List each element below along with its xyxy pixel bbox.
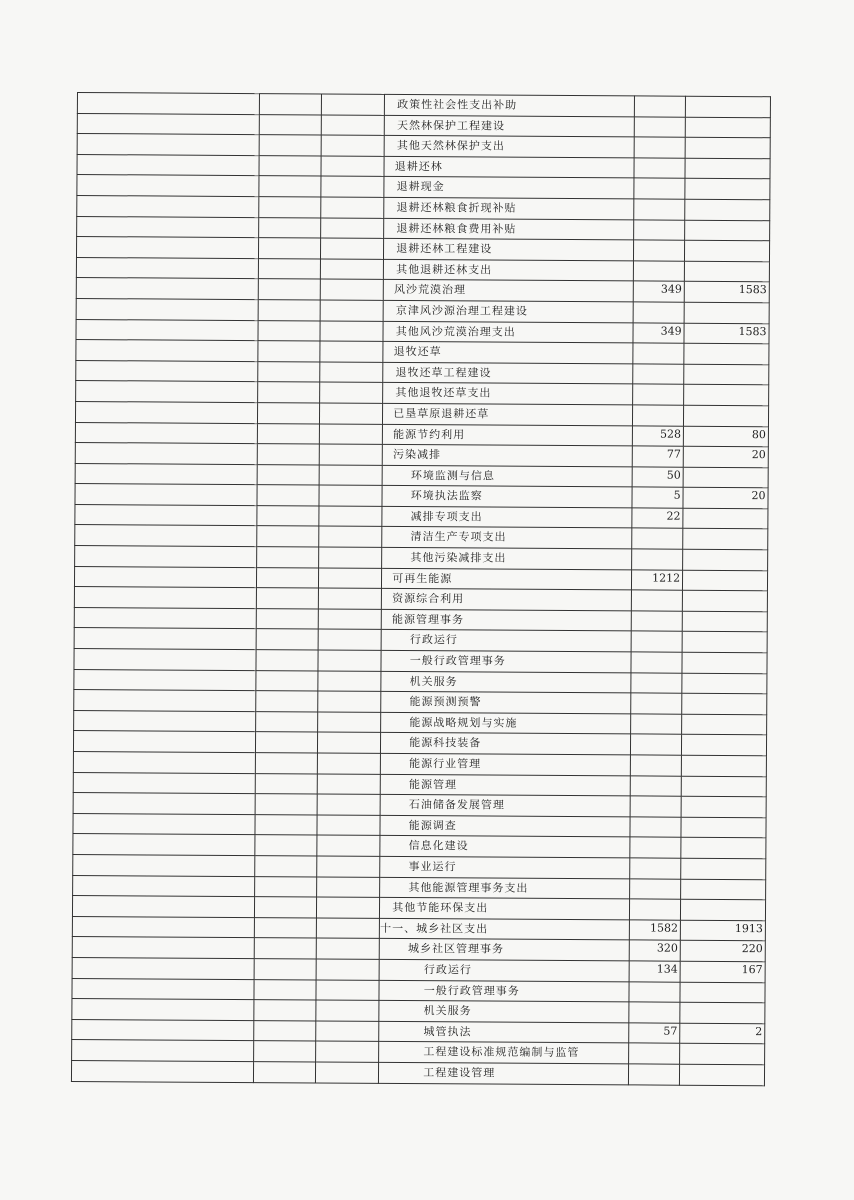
empty-cell xyxy=(73,854,255,876)
item-name-cell: 石油储备发展管理 xyxy=(380,795,630,817)
amount-cell-1 xyxy=(632,528,683,549)
item-name-cell: 京津风沙源治理工程建设 xyxy=(383,300,633,322)
amount-cell-1 xyxy=(631,714,682,735)
item-name-cell: 其他能源管理事务支出 xyxy=(380,877,630,899)
item-name-cell: 退耕还林工程建设 xyxy=(384,239,634,261)
empty-cell xyxy=(76,319,258,341)
amount-cell-2 xyxy=(683,508,768,529)
amount-cell-2 xyxy=(682,632,767,653)
empty-cell xyxy=(72,978,254,1000)
amount-cell-2: 1583 xyxy=(684,323,769,344)
item-name-cell: 工程建设管理 xyxy=(379,1062,629,1084)
amount-cell-1 xyxy=(631,734,682,755)
empty-cell xyxy=(258,238,321,259)
amount-cell-1 xyxy=(634,219,685,240)
amount-cell-1: 134 xyxy=(629,961,680,982)
item-name-cell: 其他退牧还草支出 xyxy=(383,383,633,405)
amount-cell-1 xyxy=(633,261,684,282)
empty-cell xyxy=(318,671,381,692)
amount-cell-2 xyxy=(682,652,767,673)
amount-cell-2 xyxy=(684,302,769,323)
amount-cell-1 xyxy=(634,158,685,179)
amount-cell-1 xyxy=(630,796,681,817)
empty-cell xyxy=(255,753,318,774)
item-name-cell: 天然林保护工程建设 xyxy=(384,115,634,137)
item-name-cell: 能源科技装备 xyxy=(381,733,631,755)
empty-cell xyxy=(253,1062,316,1083)
empty-cell xyxy=(322,94,385,115)
item-name-cell: 已垦草原退耕还草 xyxy=(383,403,633,425)
empty-cell xyxy=(75,546,257,568)
amount-cell-2: 167 xyxy=(680,961,765,982)
empty-cell xyxy=(317,918,380,939)
empty-cell xyxy=(322,135,385,156)
empty-cell xyxy=(75,504,257,526)
amount-cell-2 xyxy=(680,1064,765,1085)
item-name-cell: 可再生能源 xyxy=(382,568,632,590)
amount-cell-2 xyxy=(685,199,770,220)
item-name-cell: 能源行业管理 xyxy=(381,753,631,775)
empty-cell xyxy=(72,957,254,979)
empty-cell xyxy=(257,444,320,465)
amount-cell-2 xyxy=(682,673,767,694)
empty-cell xyxy=(76,298,258,320)
item-name-cell: 减排专项支出 xyxy=(382,506,632,528)
item-name-cell: 退耕还林粮食费用补贴 xyxy=(384,218,634,240)
empty-cell xyxy=(76,340,258,362)
amount-cell-2 xyxy=(682,735,767,756)
amount-cell-1: 349 xyxy=(633,281,684,302)
empty-cell xyxy=(76,381,258,403)
empty-cell xyxy=(74,607,256,629)
amount-cell-2 xyxy=(684,385,769,406)
empty-cell xyxy=(77,195,259,217)
amount-cell-1 xyxy=(631,693,682,714)
item-name-cell: 一般行政管理事务 xyxy=(381,650,631,672)
amount-cell-2 xyxy=(681,838,766,859)
amount-cell-2 xyxy=(680,982,765,1003)
amount-cell-1 xyxy=(630,837,681,858)
amount-cell-1 xyxy=(630,755,681,776)
empty-cell xyxy=(259,155,322,176)
budget-table-body xyxy=(71,93,770,1086)
empty-cell xyxy=(259,114,322,135)
empty-cell xyxy=(253,1020,316,1041)
amount-cell-2 xyxy=(684,261,769,282)
item-name-cell: 风沙荒漠治理 xyxy=(383,280,633,302)
item-name-cell: 能源节约利用 xyxy=(383,424,633,446)
empty-cell xyxy=(317,815,380,836)
empty-cell xyxy=(320,321,383,342)
empty-cell xyxy=(316,1041,379,1062)
item-name-cell: 城管执法 xyxy=(379,1021,629,1043)
empty-cell xyxy=(320,341,383,362)
empty-cell xyxy=(254,856,317,877)
empty-cell xyxy=(322,115,385,136)
empty-cell xyxy=(256,526,319,547)
amount-cell-2 xyxy=(680,1002,765,1023)
amount-cell-1 xyxy=(631,652,682,673)
empty-cell xyxy=(318,712,381,733)
amount-cell-1: 57 xyxy=(629,1023,680,1044)
empty-cell xyxy=(74,669,256,691)
empty-cell xyxy=(76,237,258,259)
empty-cell xyxy=(256,608,319,629)
empty-cell xyxy=(316,1021,379,1042)
item-name-cell: 其他风沙荒漠治理支出 xyxy=(383,321,633,343)
empty-cell xyxy=(253,1041,316,1062)
item-name-cell: 环境监测与信息 xyxy=(382,465,632,487)
empty-cell xyxy=(320,444,383,465)
empty-cell xyxy=(257,485,320,506)
amount-cell-1 xyxy=(633,343,684,364)
empty-cell xyxy=(77,175,259,197)
amount-cell-1 xyxy=(629,1043,680,1064)
amount-cell-1: 320 xyxy=(629,940,680,961)
item-name-cell: 工程建设标准规范编制与监管 xyxy=(379,1042,629,1064)
empty-cell xyxy=(74,566,256,588)
empty-cell xyxy=(254,897,317,918)
empty-cell xyxy=(75,463,257,485)
empty-cell xyxy=(318,732,381,753)
amount-cell-1 xyxy=(634,240,685,261)
item-name-cell: 政策性社会性支出补助 xyxy=(385,94,635,116)
empty-cell xyxy=(74,628,256,650)
empty-cell xyxy=(255,670,318,691)
empty-cell xyxy=(316,1000,379,1021)
amount-cell-1 xyxy=(631,631,682,652)
amount-cell-2 xyxy=(685,137,770,158)
item-name-cell: 能源调查 xyxy=(380,815,630,837)
amount-cell-2 xyxy=(681,817,766,838)
amount-cell-1 xyxy=(631,611,682,632)
amount-cell-1 xyxy=(629,1002,680,1023)
empty-cell xyxy=(316,980,379,1001)
amount-cell-2: 80 xyxy=(683,426,768,447)
amount-cell-2 xyxy=(685,179,770,200)
empty-cell xyxy=(318,650,381,671)
empty-cell xyxy=(318,691,381,712)
amount-cell-1: 22 xyxy=(632,508,683,529)
empty-cell xyxy=(254,835,317,856)
amount-cell-1: 77 xyxy=(632,446,683,467)
item-name-cell: 一般行政管理事务 xyxy=(379,980,629,1002)
empty-cell xyxy=(318,774,381,795)
amount-cell-2: 20 xyxy=(683,446,768,467)
amount-cell-2 xyxy=(683,467,768,488)
amount-cell-1 xyxy=(634,137,685,158)
empty-cell xyxy=(317,897,380,918)
item-name-cell: 事业运行 xyxy=(380,856,630,878)
item-name-cell: 其他天然林保护支出 xyxy=(384,136,634,158)
empty-cell xyxy=(73,813,255,835)
amount-cell-1 xyxy=(633,364,684,385)
amount-cell-1 xyxy=(634,116,685,137)
empty-cell xyxy=(255,814,318,835)
empty-cell xyxy=(321,156,384,177)
empty-cell xyxy=(256,505,319,526)
empty-cell xyxy=(77,134,259,156)
empty-cell xyxy=(320,465,383,486)
empty-cell xyxy=(259,94,322,115)
amount-cell-2 xyxy=(683,570,768,591)
empty-cell xyxy=(259,135,322,156)
item-name-cell: 资源综合利用 xyxy=(382,589,632,611)
empty-cell xyxy=(319,609,382,630)
empty-cell xyxy=(72,1019,254,1041)
empty-cell xyxy=(258,300,321,321)
amount-cell-1: 1212 xyxy=(632,570,683,591)
empty-cell xyxy=(255,711,318,732)
amount-cell-2 xyxy=(684,405,769,426)
empty-cell xyxy=(319,588,382,609)
item-name-cell: 退牧还草工程建设 xyxy=(383,362,633,384)
amount-cell-1 xyxy=(633,384,684,405)
empty-cell xyxy=(77,113,259,135)
empty-cell xyxy=(77,154,259,176)
empty-cell xyxy=(320,382,383,403)
amount-cell-2: 2 xyxy=(680,1023,765,1044)
item-name-cell: 城乡社区管理事务 xyxy=(379,939,629,961)
empty-cell xyxy=(256,547,319,568)
empty-cell xyxy=(319,629,382,650)
empty-cell xyxy=(254,876,317,897)
item-name-cell: 能源管理事务 xyxy=(381,609,631,631)
empty-cell xyxy=(254,979,317,1000)
empty-cell xyxy=(72,916,254,938)
empty-cell xyxy=(321,218,384,239)
empty-cell xyxy=(74,690,256,712)
amount-cell-1 xyxy=(630,899,681,920)
amount-cell-2 xyxy=(681,899,766,920)
amount-cell-1 xyxy=(629,1064,680,1085)
amount-cell-1: 528 xyxy=(632,425,683,446)
amount-cell-2 xyxy=(685,96,770,117)
amount-cell-2 xyxy=(682,693,767,714)
amount-cell-1 xyxy=(633,405,684,426)
empty-cell xyxy=(319,485,382,506)
empty-cell xyxy=(319,547,382,568)
item-name-cell: 能源战略规划与实施 xyxy=(381,712,631,734)
amount-cell-1 xyxy=(634,96,685,117)
item-name-cell: 行政运行 xyxy=(381,630,631,652)
empty-cell xyxy=(321,259,384,280)
item-name-cell: 能源管理 xyxy=(380,774,630,796)
empty-cell xyxy=(75,484,257,506)
item-name-cell: 污染减排 xyxy=(382,444,632,466)
empty-cell xyxy=(258,279,321,300)
empty-cell xyxy=(75,401,257,423)
amount-cell-2 xyxy=(680,1044,765,1065)
empty-cell xyxy=(74,710,256,732)
empty-cell xyxy=(258,176,321,197)
empty-cell xyxy=(316,1062,379,1083)
empty-cell xyxy=(258,217,321,238)
empty-cell xyxy=(73,731,255,753)
empty-cell xyxy=(321,279,384,300)
amount-cell-1: 50 xyxy=(632,467,683,488)
item-name-cell: 十一、城乡社区支出 xyxy=(380,918,630,940)
amount-cell-2: 220 xyxy=(680,941,765,962)
amount-cell-2 xyxy=(681,796,766,817)
empty-cell xyxy=(317,794,380,815)
empty-cell xyxy=(317,856,380,877)
empty-cell xyxy=(76,278,258,300)
empty-cell xyxy=(321,176,384,197)
amount-cell-1 xyxy=(632,549,683,570)
empty-cell xyxy=(319,568,382,589)
empty-cell xyxy=(316,959,379,980)
amount-cell-1 xyxy=(629,981,680,1002)
empty-cell xyxy=(256,629,319,650)
amount-cell-2 xyxy=(684,364,769,385)
empty-cell xyxy=(254,917,317,938)
empty-cell xyxy=(257,361,320,382)
item-name-cell: 退耕还林粮食折现补贴 xyxy=(384,197,634,219)
amount-cell-1 xyxy=(630,817,681,838)
amount-cell-2 xyxy=(682,714,767,735)
amount-cell-1 xyxy=(633,302,684,323)
empty-cell xyxy=(258,258,321,279)
amount-cell-2 xyxy=(685,220,770,241)
amount-cell-2: 20 xyxy=(683,487,768,508)
amount-cell-1 xyxy=(634,178,685,199)
item-name-cell: 机关服务 xyxy=(381,671,631,693)
empty-cell xyxy=(73,751,255,773)
empty-cell xyxy=(72,999,254,1021)
empty-cell xyxy=(75,422,257,444)
item-name-cell: 退牧还草 xyxy=(383,342,633,364)
empty-cell xyxy=(72,896,254,918)
empty-cell xyxy=(321,197,384,218)
amount-cell-1 xyxy=(630,858,681,879)
budget-table xyxy=(71,92,771,1086)
empty-cell xyxy=(320,403,383,424)
empty-cell xyxy=(256,588,319,609)
empty-cell xyxy=(75,443,257,465)
amount-cell-2 xyxy=(681,776,766,797)
empty-cell xyxy=(73,875,255,897)
empty-cell xyxy=(320,362,383,383)
empty-cell xyxy=(253,1000,316,1021)
item-name-cell: 机关服务 xyxy=(379,1000,629,1022)
amount-cell-1: 349 xyxy=(633,322,684,343)
item-name-cell: 其他退耕还林支出 xyxy=(384,259,634,281)
amount-cell-2 xyxy=(685,240,770,261)
amount-cell-2: 1913 xyxy=(680,920,765,941)
empty-cell xyxy=(73,834,255,856)
empty-cell xyxy=(319,526,382,547)
empty-cell xyxy=(73,772,255,794)
amount-cell-2 xyxy=(683,549,768,570)
amount-cell-2 xyxy=(685,158,770,179)
amount-cell-2 xyxy=(681,879,766,900)
amount-cell-2 xyxy=(681,755,766,776)
amount-cell-2 xyxy=(682,611,767,632)
empty-cell xyxy=(74,587,256,609)
empty-cell xyxy=(317,938,380,959)
empty-cell xyxy=(76,360,258,382)
empty-cell xyxy=(320,423,383,444)
empty-cell xyxy=(257,423,320,444)
empty-cell xyxy=(256,650,319,671)
amount-cell-1 xyxy=(630,878,681,899)
amount-cell-1 xyxy=(631,673,682,694)
empty-cell xyxy=(72,937,254,959)
item-name-cell: 环境执法监察 xyxy=(382,486,632,508)
empty-cell xyxy=(77,216,259,238)
item-name-cell: 退耕现金 xyxy=(384,177,634,199)
amount-cell-2 xyxy=(683,529,768,550)
empty-cell xyxy=(255,691,318,712)
empty-cell xyxy=(77,93,259,115)
amount-cell-2 xyxy=(685,117,770,138)
empty-cell xyxy=(318,753,381,774)
item-name-cell: 信息化建设 xyxy=(380,836,630,858)
amount-cell-1 xyxy=(634,199,685,220)
empty-cell xyxy=(76,257,258,279)
empty-cell xyxy=(254,938,317,959)
item-name-cell: 退耕还林 xyxy=(384,156,634,178)
empty-cell xyxy=(257,382,320,403)
empty-cell xyxy=(257,403,320,424)
table-row xyxy=(71,1060,764,1085)
amount-cell-1 xyxy=(631,590,682,611)
empty-cell xyxy=(257,341,320,362)
amount-cell-2 xyxy=(682,590,767,611)
item-name-cell: 其他污染减排支出 xyxy=(382,547,632,569)
empty-cell xyxy=(72,1040,254,1062)
empty-cell xyxy=(254,959,317,980)
empty-cell xyxy=(73,793,255,815)
empty-cell xyxy=(258,197,321,218)
empty-cell xyxy=(255,773,318,794)
amount-cell-2 xyxy=(684,343,769,364)
empty-cell xyxy=(256,567,319,588)
empty-cell xyxy=(255,732,318,753)
empty-cell xyxy=(321,300,384,321)
empty-cell xyxy=(317,835,380,856)
empty-cell xyxy=(255,794,318,815)
amount-cell-2 xyxy=(681,858,766,879)
empty-cell xyxy=(257,464,320,485)
empty-cell xyxy=(71,1060,253,1082)
empty-cell xyxy=(74,649,256,671)
item-name-cell: 清洁生产专项支出 xyxy=(382,527,632,549)
item-name-cell: 能源预测预警 xyxy=(381,692,631,714)
empty-cell xyxy=(75,525,257,547)
empty-cell xyxy=(258,320,321,341)
empty-cell xyxy=(317,877,380,898)
empty-cell xyxy=(319,506,382,527)
item-name-cell: 其他节能环保支出 xyxy=(380,898,630,920)
amount-cell-1 xyxy=(630,775,681,796)
item-name-cell: 行政运行 xyxy=(379,959,629,981)
amount-cell-1: 5 xyxy=(632,487,683,508)
amount-cell-2: 1583 xyxy=(684,282,769,303)
amount-cell-1: 1582 xyxy=(629,920,680,941)
empty-cell xyxy=(321,238,384,259)
